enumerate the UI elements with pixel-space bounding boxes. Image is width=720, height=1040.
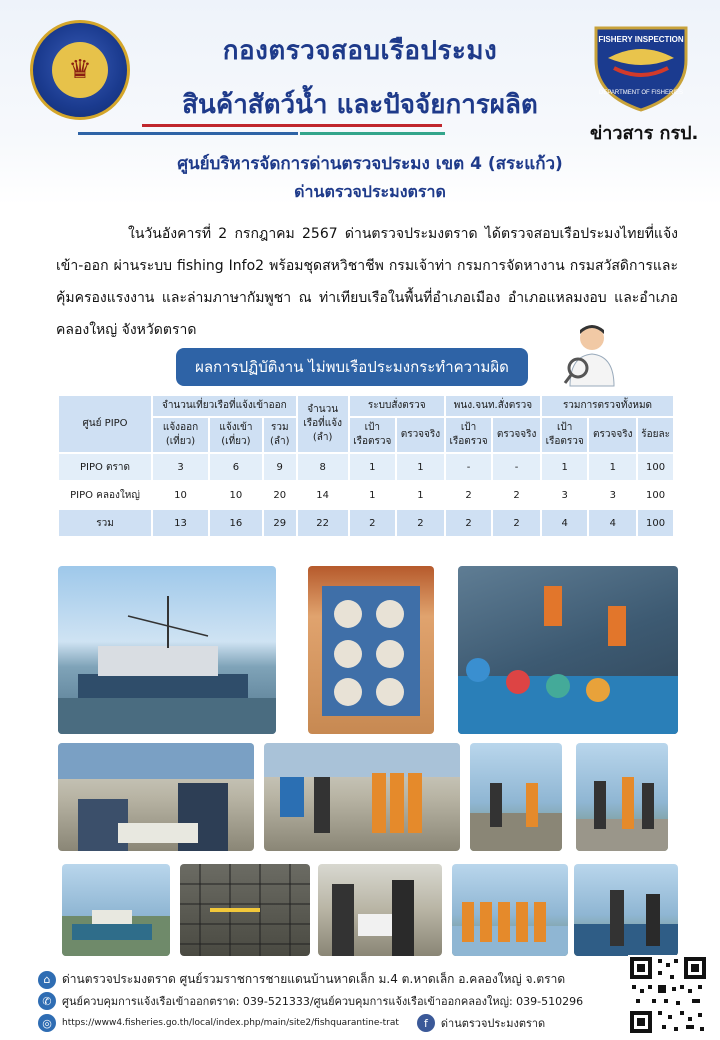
footer-web (38, 1014, 545, 1032)
row-name: PIPO คลองใหญ่ (59, 482, 151, 508)
header-pnm-target (446, 418, 491, 452)
photo-catch-box (308, 566, 434, 734)
photo-fishing-boat (58, 566, 276, 734)
header-sys-target (350, 418, 395, 452)
cell-tot-target: 1 (542, 454, 587, 480)
photo-office-check (58, 743, 254, 851)
table-row (59, 454, 673, 480)
header-pnm-target-label2: เรือตรวจ (449, 436, 488, 447)
globe-icon: ◎ (38, 1014, 56, 1032)
news-label: ข่าวสาร กรป. (590, 123, 699, 144)
header-sum (264, 418, 296, 452)
header-count-unit: (ลำ) (312, 432, 333, 443)
footer-address-text: ด่านตรวจประมงตราด ศูนย์รวมราชการชายแดนบ้านหาดเล็ก ม.4 ต.หาดเล็ก อ.คลองใหญ่ จ.ตราด (62, 972, 566, 986)
cell-out: 3 (153, 454, 208, 480)
header-system: ระบบสั่งตรวจ (350, 396, 444, 416)
header-tot-actual: ตรวจจริง (589, 418, 636, 452)
cell-in: 6 (210, 454, 262, 480)
cell-sum: 9 (264, 454, 296, 480)
row-name: PIPO ตราด (59, 454, 151, 480)
result-banner: ผลการปฏิบัติงาน ไม่พบเรือประมงกระทำความผิด (176, 348, 528, 386)
header-pnm-actual: ตรวจจริง (493, 418, 540, 452)
cell-sys-actual: 2 (397, 510, 444, 536)
cell-percent: 100 (638, 454, 673, 480)
cell-sys-target: 1 (350, 482, 395, 508)
photo-document-check (318, 864, 442, 956)
decorative-line-red (142, 124, 442, 127)
cell-boats: 14 (298, 482, 348, 508)
center-title: ศูนย์บริหารจัดการด่านตรวจประมง เขต 4 (สระแก้ว) (177, 154, 563, 174)
photo-boat-boarding (574, 864, 678, 956)
header-in (210, 418, 262, 452)
cell-sys-target: 2 (350, 510, 395, 536)
header-in-unit: (เที่ยว) (221, 436, 251, 447)
header-tot-target (542, 418, 587, 452)
cell-pnm-actual: 2 (493, 510, 540, 536)
cell-tot-target: 3 (542, 482, 587, 508)
photo-harbor-boat (62, 864, 170, 956)
cell-pnm-actual: - (493, 454, 540, 480)
cell-sys-actual: 1 (397, 482, 444, 508)
news-paragraph: ในวันอังคารที่ 2 กรกฎาคม 2567 ด่านตรวจประมงตราด ได้ตรวจสอบเรือประมงไทยที่แจ้งเข้า-ออก ผ่านระบบ fishing Info2 พร้อมชุดสหวิชาชีพ กรมเจ้าท่า กรมการจัดหางาน กรมสวัสดิการและคุ้มครองแรงงาน และล่ามภาษากัมพูชา ณ ท่าเทียบเรือในพื้นที่อำเภอเมือง อำเภอแหลมงอบ และอำเภอคลองใหญ่ จังหวัดตราด (56, 226, 678, 338)
cell-pnm-target: 2 (446, 510, 491, 536)
cell-in: 10 (210, 482, 262, 508)
decorative-line-teal (300, 132, 445, 135)
cell-sum: 20 (264, 482, 296, 508)
home-icon: ⌂ (38, 971, 56, 989)
header-sys-target-label: เป้า (364, 422, 381, 433)
footer-phone-text: ศูนย์ควบคุมการแจ้งเรือเข้าออกตราด: 039-521333/ศูนย์ควบคุมการแจ้งเรือเข้าออกคลองใหญ่: 039-510296 (62, 995, 584, 1008)
fishery-inspection-logo (586, 20, 696, 112)
cell-out: 10 (153, 482, 208, 508)
cell-percent: 100 (638, 482, 673, 508)
qr-code[interactable] (628, 955, 708, 1035)
footer-phone (38, 992, 583, 1010)
table-row-total (59, 510, 673, 536)
header-sum-label: รวม (270, 422, 289, 433)
cell-sum: 29 (264, 510, 296, 536)
header-percent: ร้อยละ (638, 418, 673, 452)
table-row (59, 482, 673, 508)
header-out-unit: (เที่ยว) (165, 436, 196, 447)
photo-net-measurement (180, 864, 310, 956)
header-pipo: ศูนย์ PIPO (59, 396, 151, 452)
royal-emblem-icon: ♛ (52, 42, 108, 98)
footer-website-link[interactable]: https://www4.fisheries.go.th/local/index.php/main/site2/fishquarantine-trat (62, 1018, 399, 1028)
cell-pnm-actual: 2 (493, 482, 540, 508)
svg-text:DEPARTMENT OF FISHERIES: DEPARTMENT OF FISHERIES (598, 90, 684, 96)
cell-out: 13 (153, 510, 208, 536)
cell-boats: 8 (298, 454, 348, 480)
header-banner (0, 0, 720, 205)
header-trips: จำนวนเที่ยวเรือที่แจ้งเข้าออก (153, 396, 296, 416)
header-tot-target-label2: เรือตรวจ (545, 436, 584, 447)
photo-crew-group (452, 864, 568, 956)
cell-pnm-target: 2 (446, 482, 491, 508)
header-boat-count (298, 396, 348, 452)
header-sys-target-label2: เรือตรวจ (353, 436, 392, 447)
header-in-label: แจ้งเข้า (219, 422, 253, 433)
cell-tot-target: 4 (542, 510, 587, 536)
sub-title: สินค้าสัตว์น้ำ และปัจจัยการผลิต (182, 90, 538, 120)
cell-percent: 100 (638, 510, 673, 536)
cell-tot-actual: 4 (589, 510, 636, 536)
header-sum-unit: (ลำ) (269, 436, 290, 447)
cell-boats: 22 (298, 510, 348, 536)
department-logo (30, 20, 130, 120)
row-name: รวม (59, 510, 151, 536)
decorative-line-blue (78, 132, 298, 135)
cell-pnm-target: - (446, 454, 491, 480)
photo-deck-inspection (458, 566, 678, 734)
cell-tot-actual: 3 (589, 482, 636, 508)
footer-facebook-link[interactable]: ด่านตรวจประมงตราด (440, 1017, 546, 1030)
cell-in: 16 (210, 510, 262, 536)
header-out (153, 418, 208, 452)
center-subtitle: ด่านตรวจประมงตราด (294, 182, 446, 201)
header-tot-target-label: เป้า (556, 422, 573, 433)
header-sys-actual: ตรวจจริง (397, 418, 444, 452)
facebook-icon: f (417, 1014, 435, 1032)
header-total: รวมการตรวจทั้งหมด (542, 396, 673, 416)
footer-address (38, 970, 565, 989)
phone-icon: ✆ (38, 992, 56, 1010)
cell-tot-actual: 1 (589, 454, 636, 480)
officer-icon (562, 320, 624, 388)
cell-sys-target: 1 (350, 454, 395, 480)
header-count-line2: เรือที่แจ้ง (303, 418, 342, 429)
header-pnm: พนง.จนท.สั่งตรวจ (446, 396, 540, 416)
cell-sys-actual: 1 (397, 454, 444, 480)
photo-pier-officers (470, 743, 562, 851)
main-title: กองตรวจสอบเรือประมง (222, 36, 498, 66)
svg-text:FISHERY INSPECTION: FISHERY INSPECTION (598, 35, 684, 44)
photo-dock-inspection (576, 743, 668, 851)
header-pnm-target-label: เป้า (460, 422, 477, 433)
photo-crew-lineup (264, 743, 460, 851)
header-count-line1: จำนวน (307, 404, 339, 415)
results-table (57, 394, 675, 538)
header-out-label: แจ้งออก (162, 422, 199, 433)
